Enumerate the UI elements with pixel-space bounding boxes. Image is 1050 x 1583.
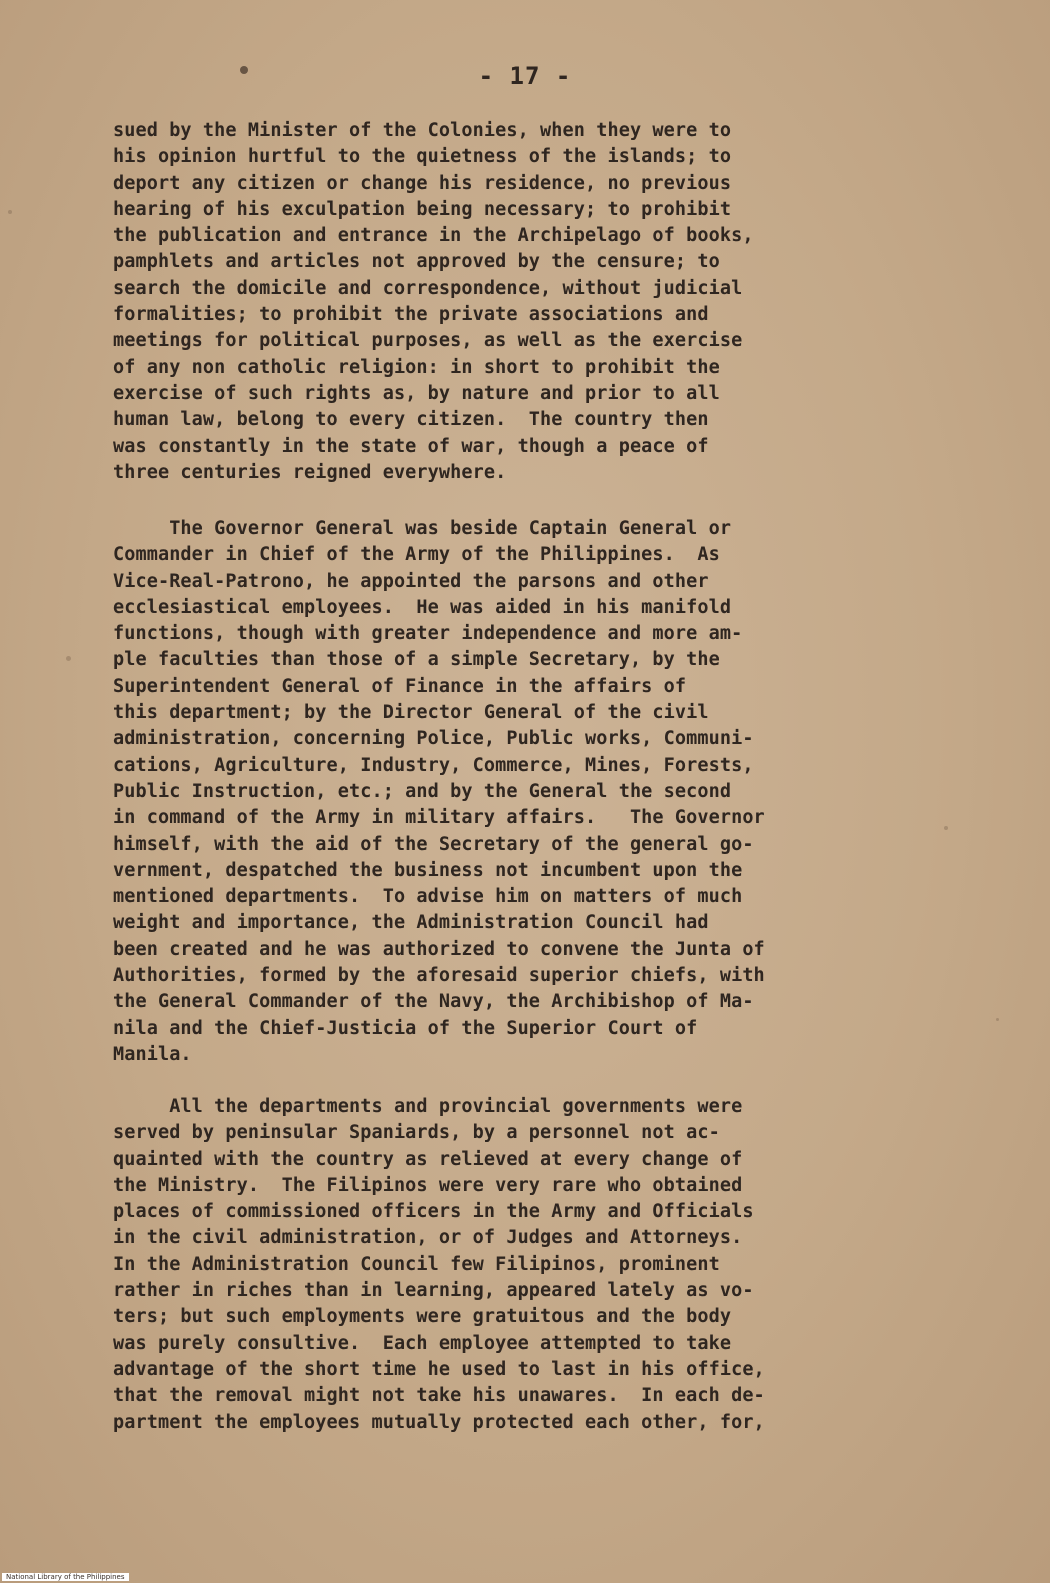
text-line: the Ministry. The Filipinos were very rare who obtained [113, 1174, 743, 1196]
text-line: was purely consultive. Each employee attempted to take [113, 1332, 732, 1354]
paragraph-2 [113, 516, 913, 1068]
text-line: administration, concerning Police, Public works, Communi- [113, 728, 754, 750]
text-line: been created and he was authorized to convene the Junta of [113, 938, 765, 960]
text-line: Vice-Real-Patrono, he appointed the parsons and other [113, 570, 709, 592]
text-line: quainted with the country as relieved at every change of [113, 1148, 743, 1170]
text-line: in the civil administration, or of Judges and Attorneys. [113, 1227, 743, 1249]
text-line: rather in riches than in learning, appeared lately as vo- [113, 1280, 754, 1302]
text-line: The Governor General was beside Captain General or [113, 518, 732, 539]
text-line: search the domicile and correspondence, without judicial [113, 277, 743, 299]
text-line: his opinion hurtful to the quietness of the islands; to [113, 146, 732, 168]
text-line: functions, though with greater independence and more am- [113, 623, 743, 645]
text-line: this department; by the Director General of the civil [113, 702, 709, 724]
text-line: that the removal might not take his unawares. In each de- [113, 1385, 765, 1407]
text-line: mentioned departments. To advise him on matters of much [113, 886, 743, 908]
text-line: human law, belong to every citizen. The country then [113, 409, 709, 431]
text-line: deport any citizen or change his residence, no previous [113, 172, 732, 194]
text-line: vernment, despatched the business not incumbent upon the [113, 859, 743, 881]
paragraph-3 [113, 1094, 913, 1436]
paper-speck [944, 826, 948, 830]
text-line: advantage of the short time he used to last in his office, [113, 1358, 765, 1380]
text-line: meetings for political purposes, as well as the exercise [113, 330, 743, 352]
text-line: pamphlets and articles not approved by the censure; to [113, 251, 720, 273]
text-line: places of commissioned officers in the Army and Officials [113, 1201, 754, 1223]
text-line: was constantly in the state of war, though a peace of [113, 435, 709, 457]
paper-speck [8, 210, 12, 214]
text-line: hearing of his exculpation being necessary; to prohibit [113, 198, 732, 220]
text-line: All the departments and provincial governments were [113, 1096, 743, 1117]
text-line: served by peninsular Spaniards, by a personnel not ac- [113, 1122, 720, 1144]
text-line: Manila. [113, 1043, 192, 1065]
text-line: of any non catholic religion: in short to prohibit the [113, 356, 720, 378]
paragraph-1 [113, 118, 913, 486]
text-line: exercise of such rights as, by nature and prior to all [113, 382, 720, 404]
paper-speck [996, 1018, 999, 1021]
text-line: Public Instruction, etc.; and by the General the second [113, 780, 732, 802]
text-line: in command of the Army in military affairs. The Governor [113, 807, 765, 829]
page-number: - 17 - [478, 62, 572, 90]
text-line: cations, Agriculture, Industry, Commerce, Mines, Forests, [113, 754, 754, 776]
text-line: nila and the Chief-Justicia of the Superior Court of [113, 1017, 698, 1039]
text-line: the publication and entrance in the Archipelago of books, [113, 225, 754, 247]
text-line: ple faculties than those of a simple Secretary, by the [113, 649, 720, 671]
text-line: formalities; to prohibit the private associations and [113, 304, 709, 326]
library-credit: National Library of the Philippines [2, 1573, 129, 1581]
text-line: Superintendent General of Finance in the affairs of [113, 675, 687, 697]
text-line: Commander in Chief of the Army of the Philippines. As [113, 544, 720, 566]
text-line: Authorities, formed by the aforesaid superior chiefs, with [113, 965, 765, 987]
paper-speck [66, 656, 71, 661]
text-line: three centuries reigned everywhere. [113, 461, 507, 483]
text-line: ters; but such employments were gratuitous and the body [113, 1306, 732, 1328]
text-line: partment the employees mutually protected each other, for, [113, 1411, 765, 1433]
text-line: sued by the Minister of the Colonies, when they were to [113, 120, 732, 141]
text-line: weight and importance, the Administration Council had [113, 912, 709, 934]
text-line: ecclesiastical employees. He was aided in his manifold [113, 596, 732, 618]
text-line: In the Administration Council few Filipinos, prominent [113, 1253, 720, 1275]
text-line: the General Commander of the Navy, the Archibishop of Ma- [113, 991, 754, 1013]
text-line: himself, with the aid of the Secretary of the general go- [113, 833, 754, 855]
